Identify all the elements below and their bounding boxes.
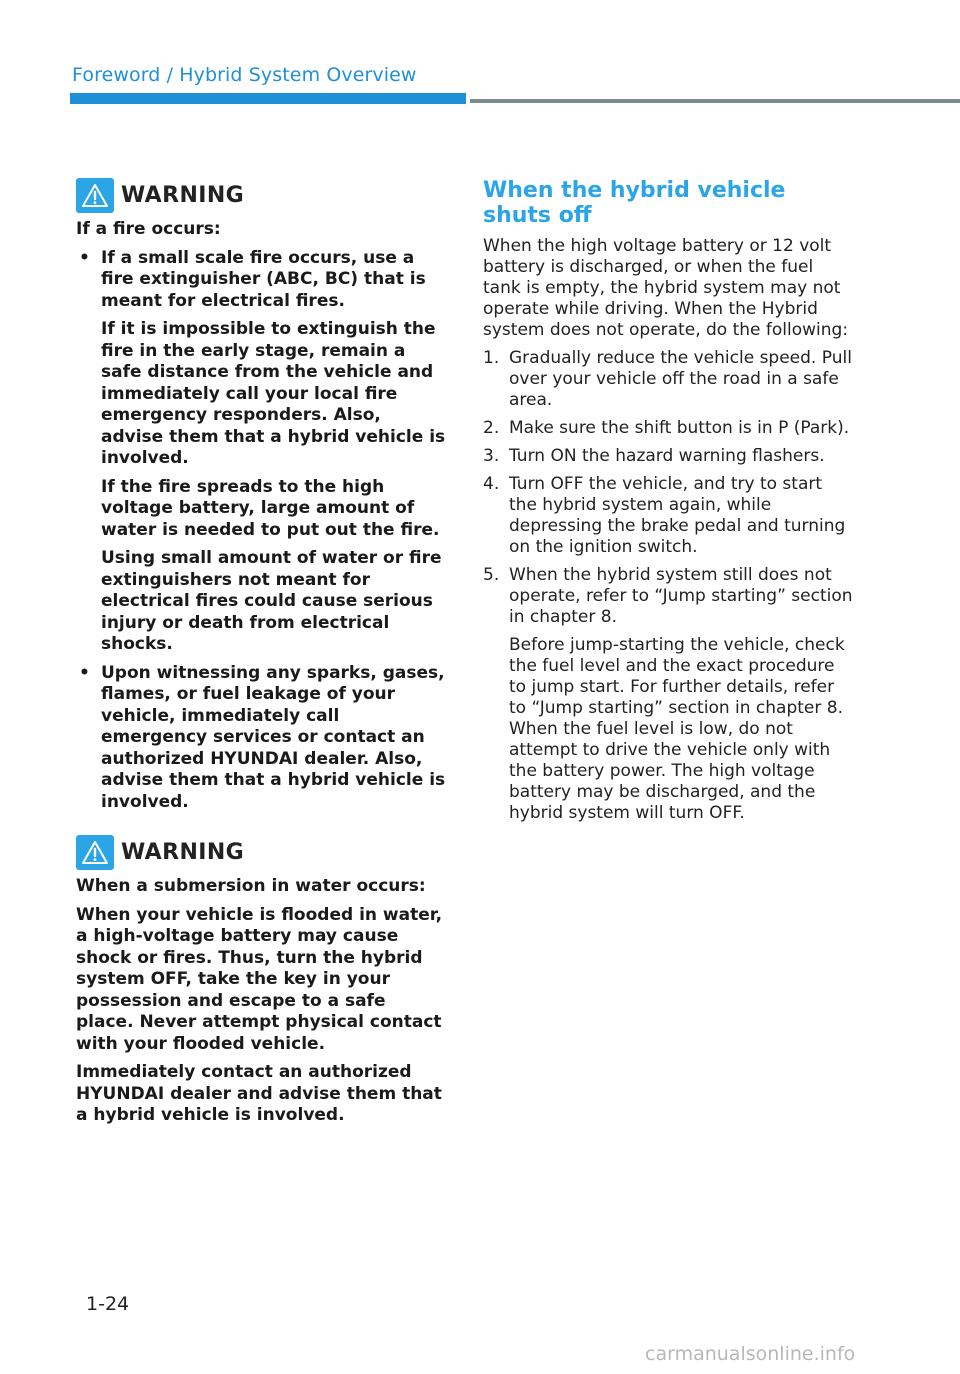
warning-bullet (76, 248, 448, 656)
page-header-title: Foreword / Hybrid System Overview (72, 64, 417, 86)
bullet-paragraph: If a small scale fire occurs, use a fire extinguisher (ABC, BC) that is meant for electrical fires. (101, 247, 426, 311)
step-text: When the hybrid system still does not operate, refer to “Jump starting” section in chapter 8. (509, 565, 853, 627)
bullet-dot: • (79, 662, 90, 683)
header-accent-bar (70, 93, 466, 104)
section-title: When the hybrid vehicle shuts off (483, 178, 786, 228)
step-number: 2. (483, 418, 500, 438)
warning-triangle-icon (76, 835, 114, 870)
step-text: Turn ON the hazard warning flashers. (509, 446, 825, 466)
warning-paragraph: When your vehicle is flooded in water, a high-voltage battery may cause shock or fires. Thus, turn the hybrid system OFF, take the key in your possession and escape to a safe place. Never attempt physical contact with your flooded vehicle. (76, 904, 443, 1054)
warning-bullet (76, 663, 448, 814)
warning-header (76, 835, 448, 870)
step-extra-text: Before jump-starting the vehicle, check the fuel level and the exact procedure to jump start. For further details, refer to “Jump starting” section in chapter 8. When the fuel level is low, do not attempt to drive the vehicle only with the battery power. The high voltage battery may be discharged, and the hybrid system will turn OFF. (509, 635, 845, 823)
warning-intro: If a fire occurs: (76, 219, 221, 239)
step-item (483, 446, 855, 467)
right-column (483, 178, 855, 831)
warning-intro: When a submersion in water occurs: (76, 876, 426, 896)
bullet-paragraph: If it is impossible to extinguish the fire in the early stage, remain a safe distance from the vehicle and immediately call your local fire emergency responders. Also, advise them that a hybrid vehicle is involved. (101, 319, 446, 468)
warning-header (76, 178, 448, 213)
step-text: Gradually reduce the vehicle speed. Pull over your vehicle off the road in a safe area. (509, 348, 852, 410)
step-item (483, 418, 855, 439)
step-item (483, 565, 855, 824)
step-number: 3. (483, 446, 500, 466)
header-rule (470, 99, 960, 103)
step-number: 5. (483, 565, 500, 585)
warning-fire (76, 178, 448, 813)
watermark: carmanualsonline.info (645, 1343, 856, 1365)
page-number: 1-24 (86, 1293, 130, 1315)
step-item (483, 474, 855, 558)
warning-paragraph: Immediately contact an authorized HYUNDAI dealer and advise them that a hybrid vehicle is involved. (76, 1062, 442, 1125)
bullet-paragraph: Upon witnessing any sparks, gases, flames, or fuel leakage of your vehicle, immediately call emergency services or contact an authorized HYUNDAI dealer. Also, advise them that a hybrid vehicle is involved. (101, 662, 446, 812)
bullet-dot: • (79, 247, 90, 268)
bullet-paragraph: Using small amount of water or fire extinguishers not meant for electrical fires could cause serious injury or death from electrical shocks. (101, 548, 442, 654)
step-number: 4. (483, 474, 500, 494)
step-text: Make sure the shift button is in P (Park). (509, 418, 850, 438)
warning-triangle-icon (76, 178, 114, 213)
warning-label: WARNING (121, 840, 245, 865)
step-number: 1. (483, 348, 500, 368)
step-item (483, 348, 855, 411)
warning-submersion (76, 835, 448, 1127)
warning-label: WARNING (121, 183, 245, 208)
bullet-paragraph: If the fire spreads to the high voltage battery, large amount of water is needed to put out the fire. (101, 476, 440, 540)
left-column (76, 178, 448, 1134)
step-text: Turn OFF the vehicle, and try to start the hybrid system again, while depressing the brake pedal and turning on the ignition switch. (509, 474, 846, 557)
section-intro: When the high voltage battery or 12 volt battery is discharged, or when the fuel tank is empty, the hybrid system may not operate while driving. When the Hybrid system does not operate, do the following: (483, 236, 849, 340)
